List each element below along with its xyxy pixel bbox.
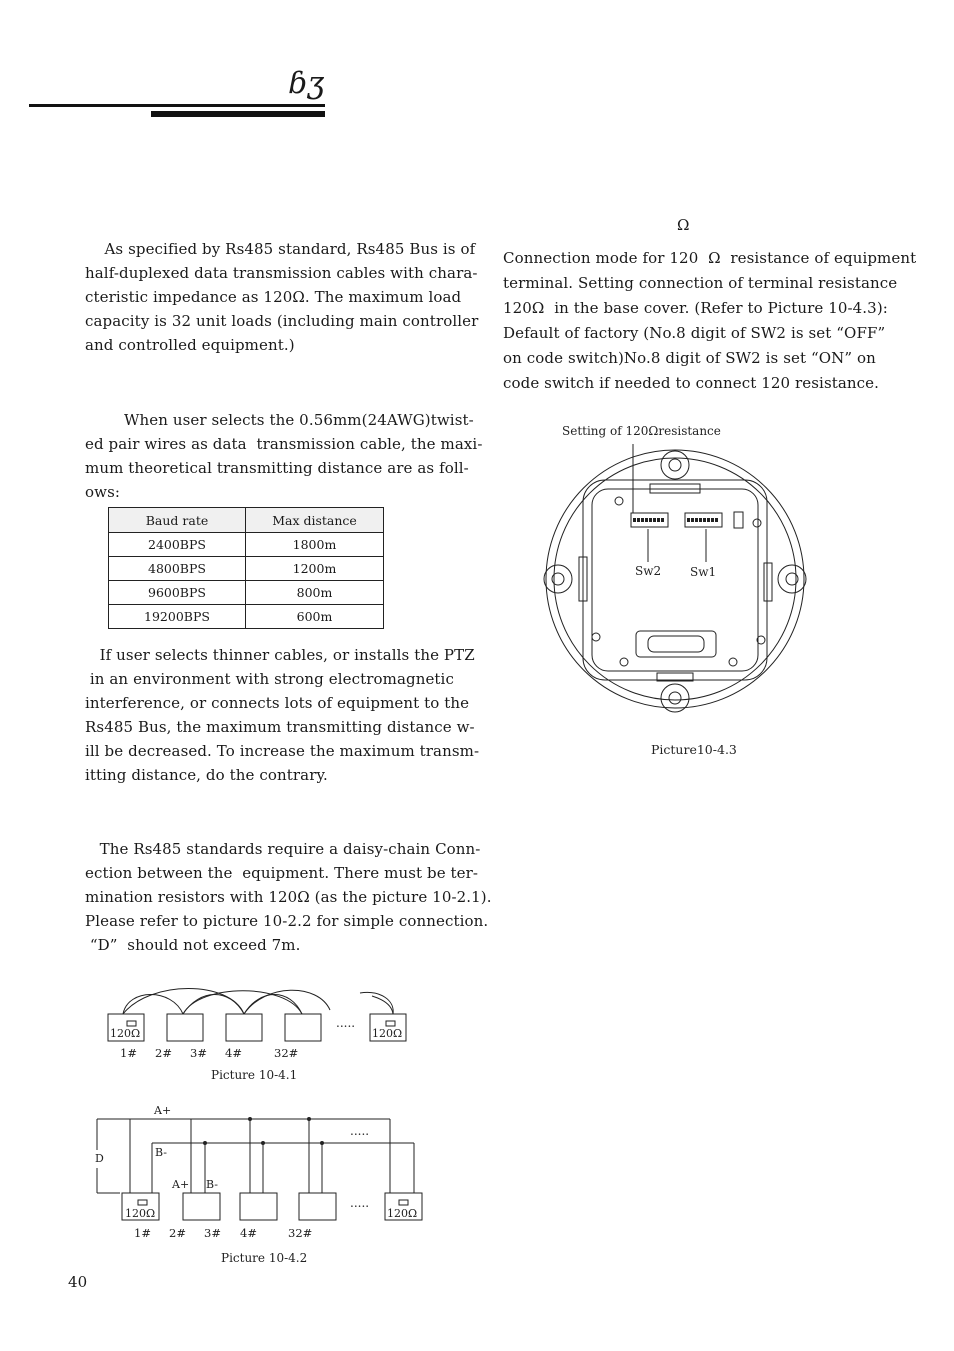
text-line: on code switch)No.8 digit of SW2 is set “ON” on <box>503 349 876 367</box>
mount-lug <box>661 451 689 479</box>
device-box <box>285 1014 321 1041</box>
jumper <box>734 512 743 528</box>
screw <box>615 497 623 505</box>
header-logo: ɓʒ <box>288 66 325 101</box>
text-line: itting distance, do the contrary. <box>85 766 328 784</box>
bus-a-label: A+ <box>154 1104 172 1117</box>
text-line: The Rs485 standards require a daisy-chain Conn- <box>85 840 481 858</box>
junction-dot <box>261 1141 265 1145</box>
side-slot <box>764 563 772 601</box>
cable-arc <box>372 996 393 1014</box>
junction-dot <box>320 1141 324 1145</box>
text-line: ill be decreased. To increase the maximum transm- <box>85 742 480 760</box>
resistor-label: 120Ω <box>372 1027 403 1040</box>
text-line: interference, or connects lots of equipment to the <box>85 694 470 712</box>
text-line: mination resistors with 120Ω (as the picture 10-2.1). <box>85 888 492 906</box>
connector-inner <box>648 636 704 652</box>
device-number: 32# <box>288 1226 313 1240</box>
resistance-setting-label: Setting of 120Ωresistance <box>562 424 721 438</box>
text-line: Please refer to picture 10-2.2 for simple connection. <box>85 912 489 930</box>
text-line: half-duplexed data transmission cables with chara- <box>85 264 478 282</box>
board-inner <box>592 489 758 671</box>
text-line: terminal. Setting connection of terminal resistance <box>503 274 898 292</box>
text-line: Connection mode for 120 Ω resistance of equipment <box>503 249 917 267</box>
device-number: 3# <box>190 1046 207 1060</box>
text-line: If user selects thinner cables, or installs the PTZ <box>85 646 475 664</box>
sw2-label: Sw2 <box>635 564 662 578</box>
table-cell: 4800BPS <box>109 557 246 581</box>
table-header: Baud rate <box>109 508 246 533</box>
text-line: 120Ω in the base cover. (Refer to Picture 10-4.3): <box>503 299 888 317</box>
device-box <box>226 1014 262 1041</box>
table-cell: 9600BPS <box>109 581 246 605</box>
table-cell: 1800m <box>246 533 384 557</box>
text-line: mum theoretical transmitting distance are as foll- <box>85 459 469 477</box>
resistor-label: 120Ω <box>387 1207 418 1220</box>
board-outline <box>583 480 767 680</box>
junction-dot <box>203 1141 207 1145</box>
text-line: in an environment with strong electromagnetic <box>85 670 454 688</box>
mount-lug <box>778 565 806 593</box>
resistor-label: 120Ω <box>110 1027 141 1040</box>
mount-hole <box>669 459 681 471</box>
text-line: ed pair wires as data transmission cable, the maxi- <box>85 435 483 453</box>
device-number: 1# <box>134 1226 151 1240</box>
text-line: ection between the equipment. There must be ter- <box>85 864 479 882</box>
ellipsis: ..... <box>336 1016 356 1030</box>
text-line: cteristic impedance as 120Ω. The maximum load <box>85 288 462 306</box>
device-box <box>183 1193 220 1220</box>
device-number: 2# <box>155 1046 172 1060</box>
text-line: Default of factory (No.8 digit of SW2 is set “OFF” <box>503 324 886 342</box>
cable-arc <box>360 992 393 1014</box>
figure-caption: Picture10-4.3 <box>651 742 737 757</box>
device-number: 4# <box>225 1046 242 1060</box>
table-header: Max distance <box>246 508 384 533</box>
device-number: 3# <box>204 1226 221 1240</box>
screw <box>729 658 737 666</box>
text-line: Rs485 Bus, the maximum transmitting distance w- <box>85 718 475 736</box>
screw <box>592 633 600 641</box>
text-line: ows: <box>85 483 121 501</box>
text-line: code switch if needed to connect 120 resistance. <box>503 374 880 392</box>
right-paragraph <box>503 246 916 396</box>
mount-lug <box>544 565 572 593</box>
screw <box>753 519 761 527</box>
device-a-label: A+ <box>172 1178 190 1191</box>
device-number: 4# <box>240 1226 257 1240</box>
distance-d-label: D <box>95 1152 104 1165</box>
text-line: and controlled equipment.) <box>85 336 295 354</box>
bus-b-label: B- <box>155 1146 168 1159</box>
omega-heading: Ω <box>677 216 690 234</box>
text-line: When user selects the 0.56mm(24AWG)twist- <box>85 411 474 429</box>
device-b-label: B- <box>206 1178 219 1191</box>
ellipsis: ..... <box>350 1196 370 1210</box>
sw1-label: Sw1 <box>690 565 717 579</box>
mount-hole <box>669 692 681 704</box>
cable-arc <box>244 990 330 1014</box>
figure-caption: Picture 10-4.2 <box>221 1251 308 1265</box>
page-number: 40 <box>68 1273 88 1291</box>
device-number: 1# <box>120 1046 137 1060</box>
figure-caption: Picture 10-4.1 <box>211 1068 298 1082</box>
resistor-symbol <box>399 1200 408 1205</box>
resistor-symbol <box>127 1021 136 1026</box>
table-cell: 19200BPS <box>109 605 246 629</box>
cable-arc <box>123 995 183 1015</box>
junction-dot <box>307 1117 311 1121</box>
table-cell: 2400BPS <box>109 533 246 557</box>
table-cell: 800m <box>246 581 384 605</box>
resistor-symbol <box>386 1021 395 1026</box>
resistor-label: 120Ω <box>125 1207 156 1220</box>
text-line: “D” should not exceed 7m. <box>85 936 301 954</box>
device-number: 32# <box>274 1046 299 1060</box>
table-cell: 600m <box>246 605 384 629</box>
junction-dot <box>248 1117 252 1121</box>
device-box <box>299 1193 336 1220</box>
text-line: As specified by Rs485 standard, Rs485 Bus is of <box>85 240 476 258</box>
device-box <box>167 1014 203 1041</box>
base-inner-ring <box>554 458 796 700</box>
resistor-symbol <box>138 1200 147 1205</box>
table-cell: 1200m <box>246 557 384 581</box>
text-line: capacity is 32 unit loads (including main controller <box>85 312 479 330</box>
device-box <box>240 1193 277 1220</box>
screw <box>620 658 628 666</box>
device-number: 2# <box>169 1226 186 1240</box>
ellipsis: ..... <box>350 1124 370 1138</box>
